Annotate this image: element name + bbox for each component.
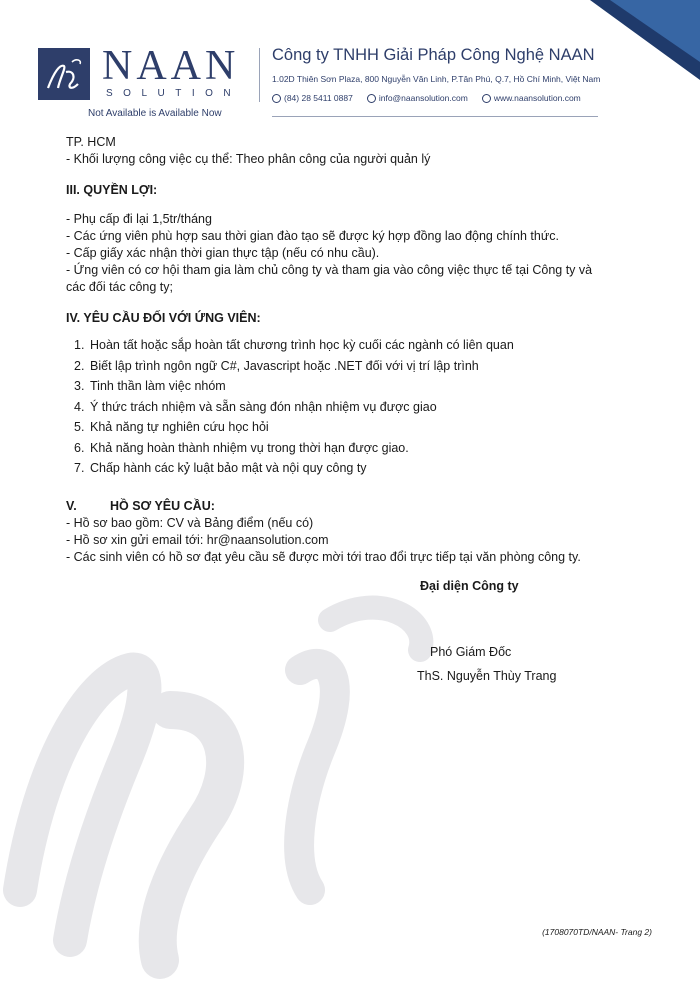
logo-subtitle: SOLUTION [106, 88, 242, 99]
header-rule [272, 116, 598, 117]
email-contact [367, 93, 468, 103]
benefit-line: các đối tác công ty; [66, 280, 174, 294]
company-address: 1.02D Thiên Sơn Plaza, 800 Nguyễn Văn Linh, P.Tân Phú, Q.7, Hồ Chí Minh, Việt Nam [272, 74, 601, 84]
email-text: info@naansolution.com [378, 93, 468, 103]
documents-line: - Hồ sơ bao gồm: CV và Bảng điểm (nếu có) [66, 515, 314, 530]
company-name: Công ty TNHH Giải Pháp Công Nghệ NAAN [272, 46, 595, 64]
signature-name: ThS. Nguyễn Thùy Trang [417, 669, 557, 683]
list-item: 4. Ý thức trách nhiệm và sẵn sàng đón nhận nhiệm vụ được giao [74, 399, 437, 414]
documents-line: - Các sinh viên có hồ sơ đạt yêu cầu sẽ được mời tới trao đổi trực tiếp tại văn phòng công ty. [66, 549, 581, 564]
logo-tagline: Not Available is Available Now [88, 108, 222, 119]
body-line: TP. HCM [66, 135, 116, 149]
header-divider [259, 48, 260, 102]
globe-icon [482, 94, 491, 103]
email-icon [367, 94, 376, 103]
document-body [66, 134, 646, 566]
signature-position: Phó Giám Đốc [430, 645, 512, 659]
benefit-line: - Ứng viên có cơ hội tham gia làm chủ công ty và tham gia vào công việc thực tế tại Công ty và [66, 263, 593, 277]
phone-contact [272, 93, 353, 103]
list-item: 5. Khả năng tự nghiên cứu học hỏi [74, 420, 269, 434]
benefit-line: - Các ứng viên phù hợp sau thời gian đào tạo sẽ được ký hợp đồng lao động chính thức. [66, 229, 559, 243]
list-item: 3. Tinh thần làm việc nhóm [74, 379, 226, 393]
logo-mark-icon [38, 48, 90, 100]
phone-icon [272, 94, 281, 103]
website-text: www.naansolution.com [493, 93, 581, 103]
section-heading-benefits: III. QUYỀN LỢI: [66, 183, 158, 197]
page-footer: (1708070TD/NAAN- Trang 2) [542, 927, 652, 937]
list-item: 1. Hoàn tất hoặc sắp hoàn tất chương trình học kỳ cuối các ngành có liên quan [74, 338, 514, 352]
list-item: 7. Chấp hành các kỷ luật bảo mật và nội quy công ty [74, 461, 367, 475]
section-heading-documents: V. HỒ SƠ YÊU CẦU: [66, 498, 215, 513]
company-contacts [272, 93, 581, 103]
logo-wordmark: NAAN [102, 43, 240, 89]
watermark-logo [0, 560, 520, 990]
benefit-line: - Phụ cấp đi lại 1,5tr/tháng [66, 212, 212, 226]
body-line: - Khối lượng công việc cụ thể: Theo phân công của người quản lý [66, 152, 431, 166]
signature-representative: Đại diện Công ty [420, 579, 519, 593]
list-item: 6. Khả năng hoàn thành nhiệm vụ trong thời hạn được giao. [74, 440, 409, 455]
section-heading-requirements: IV. YÊU CẦU ĐỐI VỚI ỨNG VIÊN: [66, 311, 261, 325]
letterhead [38, 43, 601, 120]
phone-text: (84) 28 5411 0887 [284, 93, 353, 103]
requirements-list [66, 337, 646, 481]
list-item: 2. Biết lập trình ngôn ngữ C#, Javascript hoặc .NET đối với vị trí lập trình [74, 358, 479, 373]
benefit-line: - Cấp giấy xác nhận thời gian thực tập (nếu có nhu cầu). [66, 246, 380, 260]
documents-line: - Hồ sơ xin gửi email tới: hr@naansolution.com [66, 532, 329, 547]
website-contact [482, 93, 581, 103]
corner-decoration [590, 0, 700, 80]
